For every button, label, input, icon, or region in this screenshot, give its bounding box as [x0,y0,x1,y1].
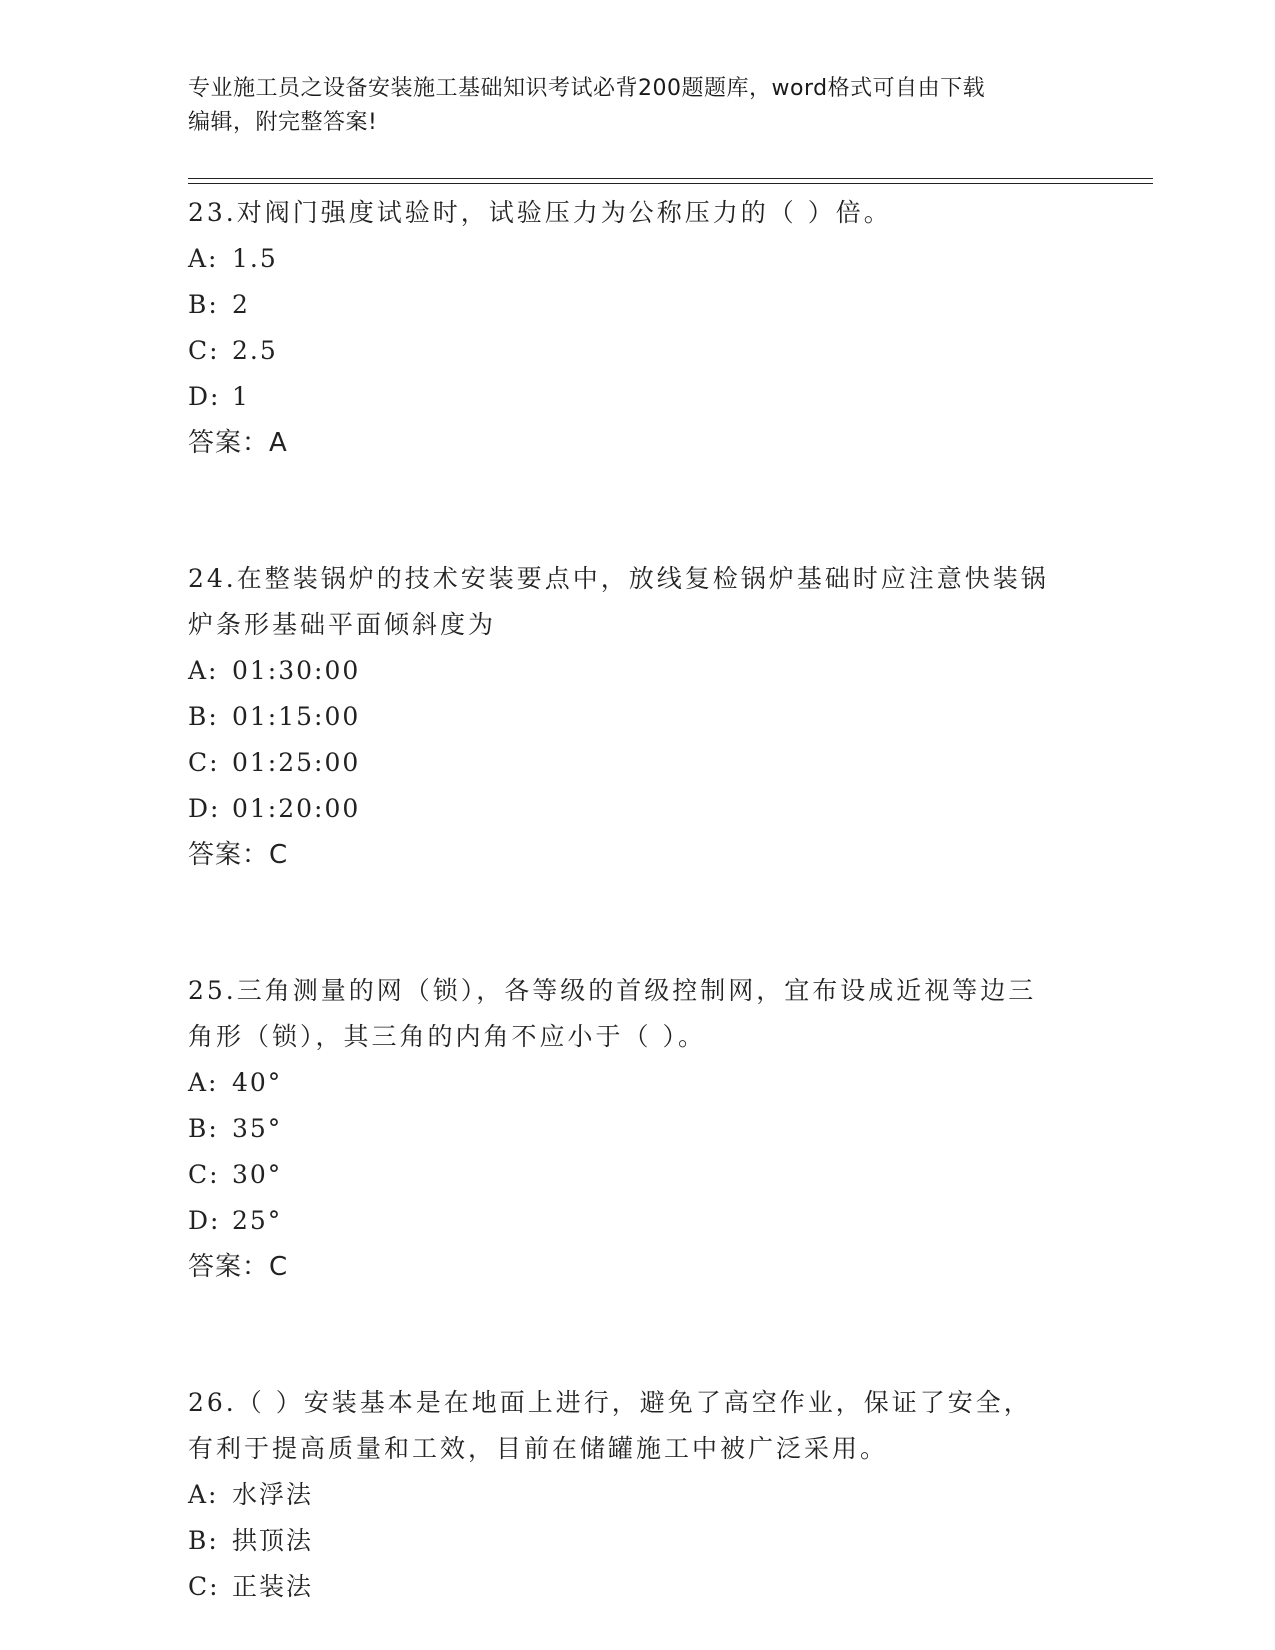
question-text-line-1: 25.三角测量的网（锁），各等级的首级控制网，宜布设成近视等边三 [188,976,1037,1005]
option-a [188,1060,1088,1106]
option-label: C: [188,748,220,777]
answer: 答案：A [188,428,288,458]
option-value: 01:25:00 [232,748,361,777]
header-line-2: 编辑，附完整答案! [188,110,378,135]
option-a [188,1472,1088,1518]
question-24 [188,556,1088,878]
option-label: C: [188,1572,220,1601]
option-b [188,694,1088,740]
option-label: B: [188,1114,219,1143]
option-value: 2 [232,290,250,319]
option-value: 01:15:00 [232,702,361,731]
option-label: A: [188,1068,219,1097]
option-value: 25° [232,1206,283,1235]
option-c [188,1564,1088,1610]
question-text-line-2: 有利于提高质量和工效，目前在储罐施工中被广泛采用。 [188,1434,889,1463]
option-c [188,1152,1088,1198]
option-label: C: [188,336,220,365]
option-d [188,1198,1088,1244]
option-b [188,1518,1088,1564]
option-d [188,786,1088,832]
option-value: 35° [232,1114,283,1143]
question-23 [188,190,1088,466]
question-text: 23.对阀门强度试验时，试验压力为公称压力的（ ）倍。 [188,198,892,227]
question-text-line-2: 炉条形基础平面倾斜度为 [188,610,497,639]
option-label: D: [188,1206,221,1235]
option-value: 01:30:00 [232,656,361,685]
option-d [188,374,1088,420]
option-a [188,236,1088,282]
option-value: 拱顶法 [232,1526,314,1555]
option-b [188,282,1088,328]
option-label: A: [188,244,219,273]
question-list [188,190,1088,1610]
option-value: 40° [232,1068,283,1097]
option-value: 1 [232,382,250,411]
option-value: 1.5 [232,244,278,273]
option-c [188,740,1088,786]
option-label: B: [188,702,219,731]
header-divider-bottom [188,183,1153,184]
question-25 [188,968,1088,1290]
question-text-line-1: 24.在整装锅炉的技术安装要点中，放线复检锅炉基础时应注意快装锅 [188,564,1049,593]
option-label: B: [188,1526,219,1555]
option-value: 2.5 [232,336,278,365]
header-divider-top [188,178,1153,179]
option-label: D: [188,382,221,411]
option-c [188,328,1088,374]
option-value: 30° [232,1160,283,1189]
option-label: A: [188,1480,219,1509]
question-text-line-2: 角形（锁），其三角的内角不应小于（ ）。 [188,1022,706,1051]
option-label: B: [188,290,219,319]
option-value: 01:20:00 [232,794,361,823]
header-line-1: 专业施工员之设备安装施工基础知识考试必背200题题库，word格式可自由下载 [188,76,986,101]
option-label: A: [188,656,219,685]
document-header [188,72,1088,140]
option-b [188,1106,1088,1152]
option-label: C: [188,1160,220,1189]
question-26 [188,1380,1088,1610]
question-text-line-1: 26.（ ）安装基本是在地面上进行，避免了高空作业，保证了安全， [188,1388,1032,1417]
option-value: 水浮法 [232,1480,314,1509]
option-a [188,648,1088,694]
answer: 答案：C [188,840,289,870]
option-label: D: [188,794,221,823]
option-value: 正装法 [232,1572,314,1601]
answer: 答案：C [188,1252,289,1282]
